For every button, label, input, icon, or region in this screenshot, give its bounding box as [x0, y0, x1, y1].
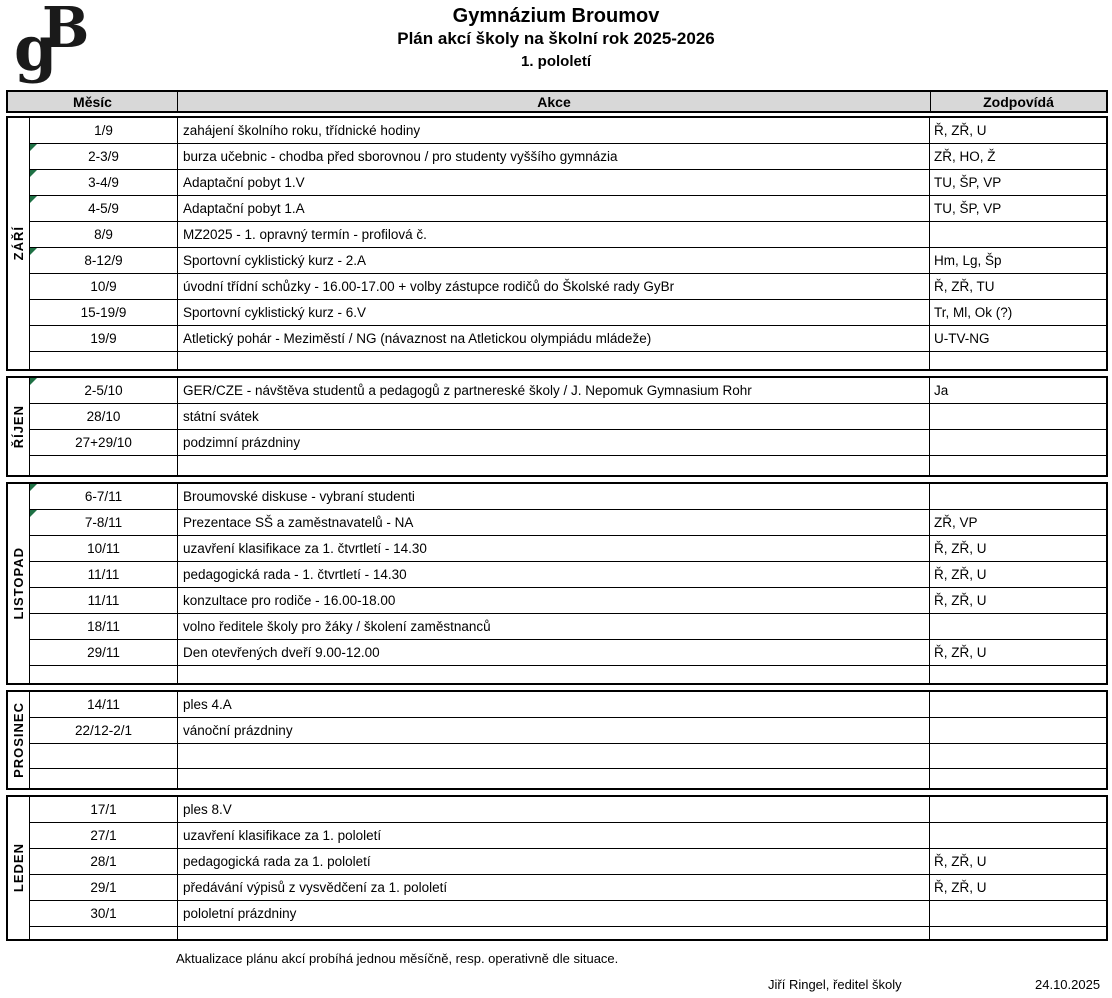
responsible-cell — [930, 823, 1106, 848]
responsible-cell: ZŘ, VP — [934, 515, 978, 530]
logo-letter-g: g — [14, 12, 58, 85]
responsible-cell — [930, 692, 1106, 717]
table-row — [30, 588, 1106, 614]
date-cell — [30, 404, 178, 429]
date-cell — [30, 875, 178, 900]
table-row — [30, 118, 1106, 144]
event-cell: uzavření klasifikace za 1. pololetí — [178, 823, 930, 848]
rows-container — [30, 484, 1106, 683]
responsible-cell: Hm, Lg, Šp — [934, 253, 1002, 268]
event-cell: burza učebnic - chodba před sborovnou / pro studenty vyššího gymnázia — [178, 144, 930, 169]
date-cell — [30, 510, 178, 535]
date-cell — [30, 144, 178, 169]
table-row — [30, 640, 1106, 666]
title-block — [0, 4, 1112, 72]
date-cell — [30, 274, 178, 299]
page-subtitle: Plán akcí školy na školní rok 2025-2026 — [397, 29, 715, 48]
responsible-cell — [930, 404, 1106, 429]
month-section — [6, 795, 1108, 941]
table-row — [30, 352, 1106, 369]
table-row — [30, 196, 1106, 222]
event-cell: volno ředitele školy pro žáky / školení zaměstnanců — [178, 614, 930, 639]
date-text: 27/1 — [90, 828, 117, 843]
date-text: 3-4/9 — [88, 175, 119, 190]
event-cell: pedagogická rada za 1. pololetí — [178, 849, 930, 874]
table-row — [30, 901, 1106, 927]
rows-container — [30, 378, 1106, 475]
date-text: 14/11 — [87, 697, 120, 712]
event-cell: ples 8.V — [178, 797, 930, 822]
responsible-cell — [930, 666, 1106, 683]
table-row — [30, 510, 1106, 536]
responsible-cell: Ja — [934, 383, 949, 398]
date-text: 28/10 — [86, 409, 121, 424]
date-text: 22/12-2/1 — [74, 723, 133, 738]
responsible-cell — [930, 484, 1106, 509]
event-cell: úvodní třídní schůzky - 16.00-17.00 + volby zástupce rodičů do Školské rady GyBr — [178, 274, 930, 299]
responsible-cell: TU, ŠP, VP — [934, 201, 1002, 216]
table-row — [30, 456, 1106, 475]
date-cell — [30, 326, 178, 351]
table-row — [30, 300, 1106, 326]
date-cell — [30, 666, 178, 683]
event-cell: pololetní prázdniny — [178, 901, 930, 926]
responsible-cell — [930, 456, 1106, 475]
event-cell: ples 4.A — [178, 692, 930, 717]
event-plan-table — [6, 90, 1108, 946]
rows-container — [30, 797, 1106, 939]
table-row — [30, 274, 1106, 300]
date-cell — [30, 849, 178, 874]
table-row — [30, 666, 1106, 683]
event-cell: Broumovské diskuse - vybraní studenti — [178, 484, 930, 509]
table-row — [30, 536, 1106, 562]
comment-triangle-icon — [30, 170, 37, 177]
responsible-cell: Ř, ZŘ, U — [934, 567, 987, 582]
table-row — [30, 326, 1106, 352]
table-row — [30, 875, 1106, 901]
date-cell — [30, 588, 178, 613]
update-note: Aktualizace plánu akcí probíhá jednou měsíčně, resp. operativně dle situace. — [176, 951, 619, 966]
responsible-cell: Tr, Ml, Ok (?) — [934, 305, 1013, 320]
rows-container — [30, 692, 1106, 788]
event-cell: uzavření klasifikace za 1. čtvrtletí - 14.30 — [178, 536, 930, 561]
event-cell: státní svátek — [178, 404, 930, 429]
date-text: 11/11 — [87, 567, 120, 582]
responsible-cell: Ř, ZŘ, TU — [934, 279, 995, 294]
date-cell — [30, 352, 178, 369]
column-header-event: Akce — [178, 92, 931, 111]
comment-triangle-icon — [30, 248, 37, 255]
event-cell: Adaptační pobyt 1.A — [178, 196, 930, 221]
month-label: ZÁŘÍ — [11, 226, 26, 261]
date-text: 27+29/10 — [75, 435, 132, 450]
date-cell — [30, 222, 178, 247]
comment-triangle-icon — [30, 196, 37, 203]
responsible-cell — [930, 352, 1106, 369]
date-text: 17/1 — [90, 802, 117, 817]
table-row — [30, 484, 1106, 510]
responsible-cell — [930, 901, 1106, 926]
comment-triangle-icon — [30, 484, 37, 491]
date-text: 8-12/9 — [84, 253, 123, 268]
date-cell — [30, 248, 178, 273]
comment-triangle-icon — [30, 144, 37, 151]
date-text: 11/11 — [87, 593, 120, 608]
event-cell: vánoční prázdniny — [178, 718, 930, 743]
date-cell — [30, 744, 178, 768]
event-cell: konzultace pro rodiče - 16.00-18.00 — [178, 588, 930, 613]
responsible-cell — [930, 927, 1106, 939]
event-cell: pedagogická rada - 1. čtvrtletí - 14.30 — [178, 562, 930, 587]
plan-table-body — [6, 116, 1108, 941]
responsible-cell — [930, 744, 1106, 768]
month-label: LEDEN — [11, 843, 26, 893]
responsible-cell — [930, 718, 1106, 743]
month-column — [8, 118, 30, 369]
comment-triangle-icon — [30, 510, 37, 517]
month-column — [8, 797, 30, 939]
date-cell — [30, 797, 178, 822]
table-row — [30, 797, 1106, 823]
table-header-row — [6, 90, 1108, 113]
responsible-cell — [930, 614, 1106, 639]
column-header-responsible: Zodpovídá — [983, 93, 1054, 110]
event-cell — [178, 769, 930, 788]
responsible-cell — [930, 430, 1106, 455]
event-cell: Adaptační pobyt 1.V — [178, 170, 930, 195]
responsible-cell: TU, ŠP, VP — [934, 175, 1002, 190]
event-cell: zahájení školního roku, třídnické hodiny — [178, 118, 930, 143]
event-cell — [178, 744, 930, 768]
date-text: 8/9 — [94, 227, 113, 242]
document-date: 24.10.2025 — [1035, 977, 1101, 992]
table-row — [30, 404, 1106, 430]
table-row — [30, 744, 1106, 769]
month-label: ŘÍJEN — [11, 404, 26, 449]
month-column — [8, 692, 30, 788]
table-row — [30, 718, 1106, 744]
event-cell: předávání výpisů z vysvědčení za 1. pololetí — [178, 875, 930, 900]
event-cell — [178, 927, 930, 939]
event-cell: Sportovní cyklistický kurz - 6.V — [178, 300, 930, 325]
date-cell — [30, 484, 178, 509]
table-row — [30, 769, 1106, 788]
table-row — [30, 823, 1106, 849]
month-section — [6, 690, 1108, 790]
table-row — [30, 144, 1106, 170]
date-text: 19/9 — [90, 331, 117, 346]
date-text: 4-5/9 — [88, 201, 119, 216]
month-column — [8, 484, 30, 683]
table-row — [30, 927, 1106, 939]
table-row — [30, 614, 1106, 640]
date-text: 30/1 — [90, 906, 117, 921]
date-text: 29/1 — [90, 880, 117, 895]
event-cell: GER/CZE - návštěva studentů a pedagogů z partnereské školy / J. Nepomuk Gymnasium Rohr — [178, 378, 930, 403]
event-cell — [178, 666, 930, 683]
date-cell — [30, 614, 178, 639]
date-cell — [30, 718, 178, 743]
responsible-cell: Ř, ZŘ, U — [934, 541, 987, 556]
date-cell — [30, 640, 178, 665]
date-text: 28/1 — [90, 854, 117, 869]
event-cell: Den otevřených dveří 9.00-12.00 — [178, 640, 930, 665]
table-row — [30, 849, 1106, 875]
date-cell — [30, 927, 178, 939]
table-row — [30, 692, 1106, 718]
date-cell — [30, 823, 178, 848]
table-row — [30, 562, 1106, 588]
event-cell: Sportovní cyklistický kurz - 2.A — [178, 248, 930, 273]
comment-triangle-icon — [30, 378, 37, 385]
table-row — [30, 222, 1106, 248]
term-label: 1. pololetí — [520, 52, 591, 70]
date-cell — [30, 300, 178, 325]
rows-container — [30, 118, 1106, 369]
date-text: 7-8/11 — [84, 515, 123, 530]
date-cell — [30, 456, 178, 475]
month-section — [6, 482, 1108, 685]
responsible-cell — [930, 222, 1106, 247]
date-text: 29/11 — [87, 645, 120, 660]
logo-letter-b: B — [42, 0, 90, 61]
date-text: 2-3/9 — [88, 149, 119, 164]
column-header-month: Měsíc — [8, 92, 178, 111]
date-cell — [30, 536, 178, 561]
date-cell — [30, 118, 178, 143]
responsible-cell: Ř, ZŘ, U — [934, 854, 987, 869]
responsible-cell: Ř, ZŘ, U — [934, 593, 987, 608]
month-section — [6, 376, 1108, 477]
event-cell: Atletický pohár - Meziměstí / NG (návaznost na Atletickou olympiádu mládeže) — [178, 326, 930, 351]
event-cell: MZ2025 - 1. opravný termín - profilová č. — [178, 222, 930, 247]
responsible-cell: Ř, ZŘ, U — [934, 645, 987, 660]
table-row — [30, 170, 1106, 196]
date-text: 18/11 — [87, 619, 120, 634]
event-cell — [178, 352, 930, 369]
responsible-cell — [930, 797, 1106, 822]
event-cell — [178, 456, 930, 475]
date-cell — [30, 170, 178, 195]
event-cell: podzimní prázdniny — [178, 430, 930, 455]
responsible-cell: ZŘ, HO, Ž — [934, 149, 996, 164]
date-text: 6-7/11 — [84, 489, 123, 504]
responsible-cell: Ř, ZŘ, U — [934, 880, 987, 895]
signature-name: Jiří Ringel, ředitel školy — [768, 977, 902, 992]
date-text: 2-5/10 — [84, 383, 123, 398]
month-column — [8, 378, 30, 475]
page-title: Gymnázium Broumov — [452, 5, 660, 27]
month-label: LISTOPAD — [11, 547, 26, 620]
responsible-cell — [930, 769, 1106, 788]
date-text: 1/9 — [94, 123, 113, 138]
event-cell: Prezentace SŠ a zaměstnavatelů - NA — [178, 510, 930, 535]
date-cell — [30, 430, 178, 455]
date-text: 10/9 — [90, 279, 117, 294]
date-cell — [30, 769, 178, 788]
date-text: 10/11 — [87, 541, 120, 556]
month-section — [6, 116, 1108, 371]
date-cell — [30, 901, 178, 926]
table-row — [30, 378, 1106, 404]
date-text: 15-19/9 — [80, 305, 127, 320]
responsible-cell: Ř, ZŘ, U — [934, 123, 987, 138]
responsible-cell: U-TV-NG — [934, 331, 990, 346]
date-cell — [30, 562, 178, 587]
month-label: PROSINEC — [11, 702, 26, 778]
table-row — [30, 248, 1106, 274]
date-cell — [30, 378, 178, 403]
date-cell — [30, 692, 178, 717]
date-cell — [30, 196, 178, 221]
table-row — [30, 430, 1106, 456]
